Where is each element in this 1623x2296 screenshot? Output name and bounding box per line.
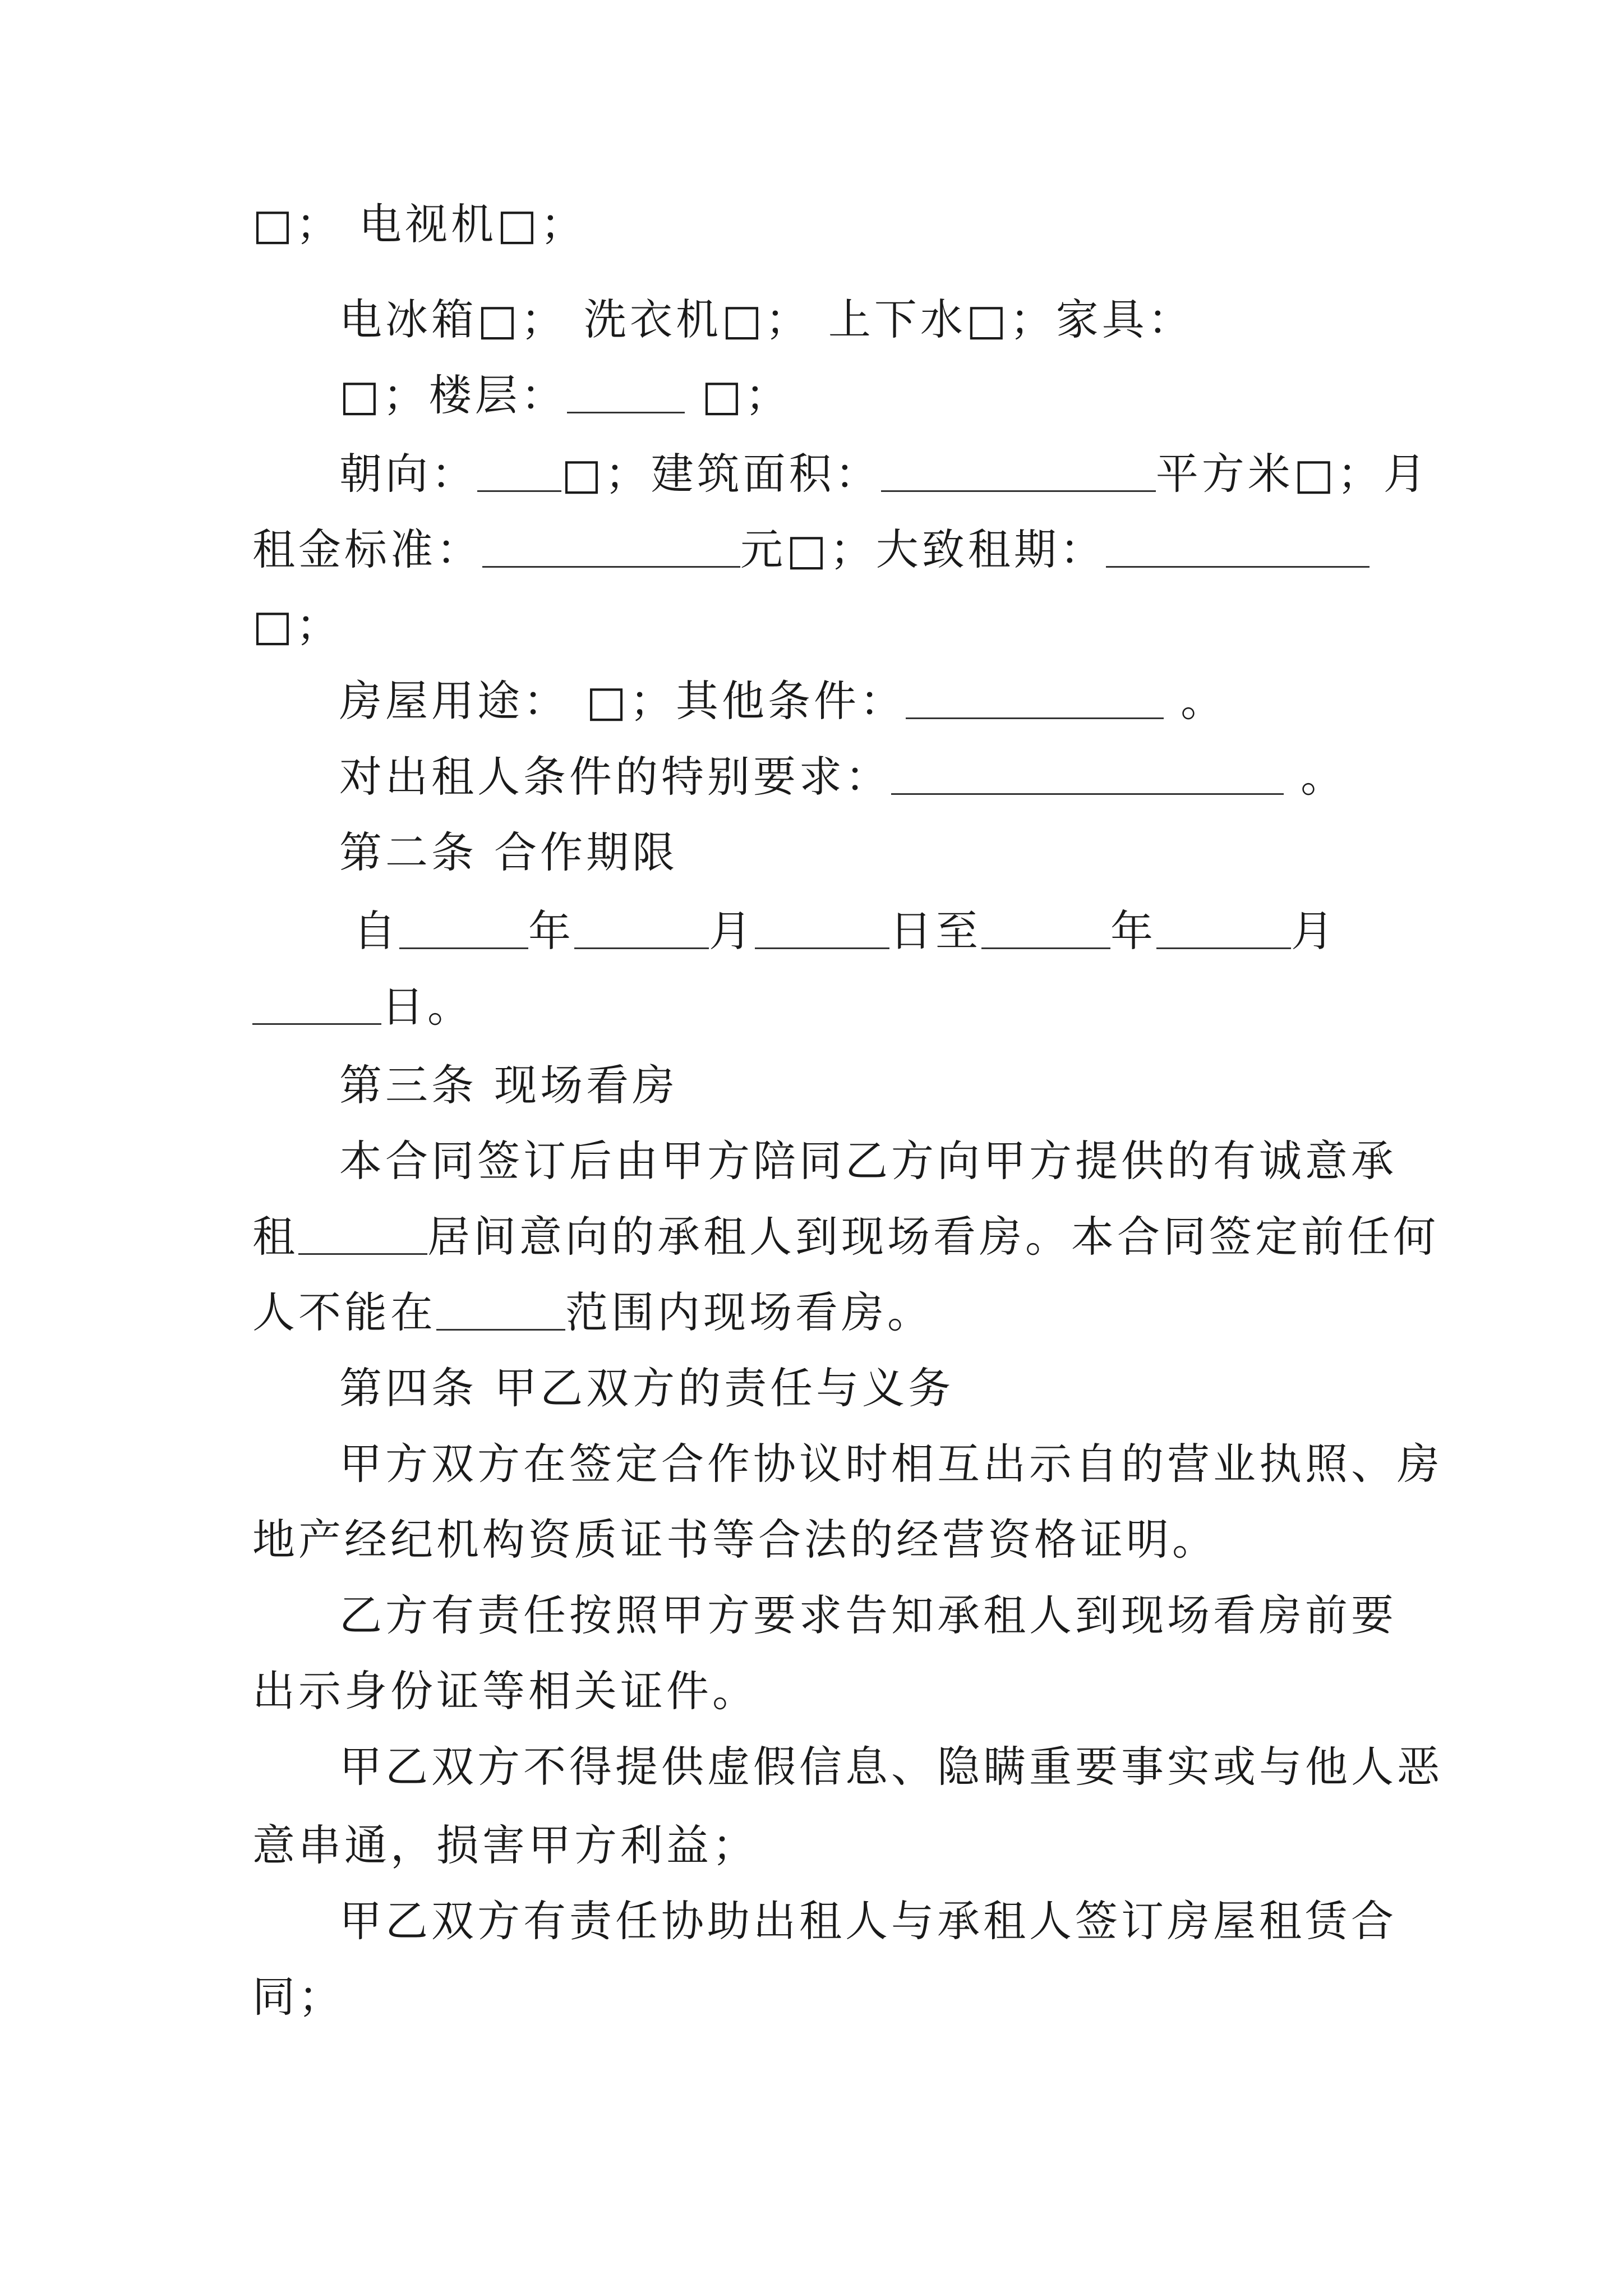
- line-landlord-req: [339, 749, 1472, 805]
- text-year-1: 年: [528, 906, 574, 956]
- line-article-4-p3b: [252, 1818, 1385, 1874]
- text-usage-end: 。: [1181, 676, 1227, 726]
- text-floor-end: □；: [701, 370, 791, 420]
- line-orientation: [339, 446, 1472, 502]
- text-rent-word: 租: [252, 1212, 298, 1262]
- text-orientation: 朝向：: [339, 449, 477, 499]
- line-article-4-p2b: [252, 1663, 1385, 1719]
- text-no-one: 人不能在: [252, 1287, 436, 1337]
- blank-other: [906, 683, 1164, 719]
- blank-end-day: [252, 988, 381, 1025]
- text-day-to: 日至: [889, 906, 981, 956]
- text-appliances: 电冰箱□； 洗衣机□； 上下水□；家具：: [339, 295, 1194, 344]
- text-article-3-p3: 范围内现场看房。: [565, 1287, 933, 1337]
- blank-intent: [298, 1218, 427, 1255]
- line-tv: [252, 196, 1385, 252]
- text-article-4: 第四条 甲乙双方的责任与义务: [339, 1363, 955, 1413]
- line-article-3-p1: [339, 1133, 1397, 1189]
- heading-article-2: [339, 825, 1472, 881]
- text-tv: □； 电视机□；: [252, 199, 587, 249]
- text-article-3-p2: 居间意向的承租人到现场看房。本合同签定前任何: [427, 1212, 1439, 1262]
- text-article-2: 第二条 合作期限: [339, 827, 679, 877]
- blank-floor: [567, 377, 685, 413]
- line-article-4-p2: [339, 1588, 1397, 1644]
- blank-scope: [436, 1294, 565, 1331]
- text-article-4-p4b: 同；: [252, 1972, 344, 2022]
- text-rent: 租金标准：: [252, 524, 482, 574]
- text-month-2: 月: [1291, 906, 1337, 956]
- text-area: □；建筑面积：: [561, 449, 881, 499]
- text-term-end: □；: [252, 600, 342, 650]
- text-article-3-p1: 本合同签订后由甲方陪同乙方向甲方提供的有诚意承: [339, 1136, 1397, 1186]
- text-area-unit: 平方米□；月: [1155, 449, 1430, 499]
- blank-term: [1106, 531, 1370, 568]
- text-article-4-p4: 甲乙双方有责任协助出租人与承租人签订房屋租赁合: [339, 1896, 1397, 1946]
- text-day-2: 日。: [381, 982, 473, 1032]
- blank-area: [881, 455, 1156, 492]
- line-article-4-p1: [339, 1436, 1443, 1492]
- text-usage: 房屋用途： □；其他条件：: [339, 676, 906, 726]
- line-term-end: [252, 597, 1385, 654]
- blank-landlord-req: [891, 758, 1284, 795]
- line-appliances: [339, 292, 1472, 348]
- line-period: [353, 903, 1385, 959]
- text-article-4-p2: 乙方有责任按照甲方要求告知承租人到现场看房前要: [339, 1590, 1397, 1640]
- text-landlord-req: 对出租人条件的特别要求：: [339, 752, 891, 802]
- blank-start-month: [574, 913, 709, 949]
- text-article-4-p2b: 出示身份证等相关证件。: [252, 1666, 758, 1716]
- line-period-end: [252, 979, 1385, 1035]
- blank-start-year: [399, 913, 528, 949]
- text-article-4-p1b: 地产经纪机构资质证书等合法的经营资格证明。: [252, 1515, 1218, 1565]
- heading-article-3: [339, 1057, 1472, 1114]
- heading-article-4: [339, 1360, 1472, 1416]
- text-term: 元□；大致租期：: [740, 524, 1106, 574]
- line-article-3-p2: [252, 1209, 1439, 1265]
- text-article-4-p3: 甲乙双方不得提供虚假信息、隐瞒重要事实或与他人恶: [339, 1742, 1443, 1792]
- line-floor: [339, 367, 1472, 424]
- text-from: 自: [353, 906, 399, 956]
- text-landlord-req-end: 。: [1301, 752, 1347, 802]
- text-article-3: 第三条 现场看房: [339, 1060, 679, 1110]
- line-rent: [252, 522, 1385, 578]
- text-floor: □；楼层：: [339, 370, 567, 420]
- text-article-4-p3b: 意串通，损害甲方利益；: [252, 1820, 758, 1870]
- blank-rent: [482, 531, 740, 568]
- blank-start-day: [755, 913, 889, 949]
- blank-end-month: [1156, 913, 1291, 949]
- line-article-4-p4b: [252, 1969, 1385, 2025]
- line-article-4-p1b: [252, 1512, 1385, 1568]
- line-article-4-p3: [339, 1739, 1443, 1795]
- line-article-4-p4: [339, 1893, 1397, 1949]
- line-usage: [339, 673, 1472, 729]
- blank-end-year: [981, 913, 1110, 949]
- blank-orientation: [477, 455, 561, 492]
- text-month-1: 月: [709, 906, 755, 956]
- text-article-4-p1: 甲方双方在签定合作协议时相互出示自的营业执照、房: [339, 1439, 1443, 1489]
- text-year-2: 年: [1110, 906, 1156, 956]
- line-article-3-p3: [252, 1285, 1385, 1341]
